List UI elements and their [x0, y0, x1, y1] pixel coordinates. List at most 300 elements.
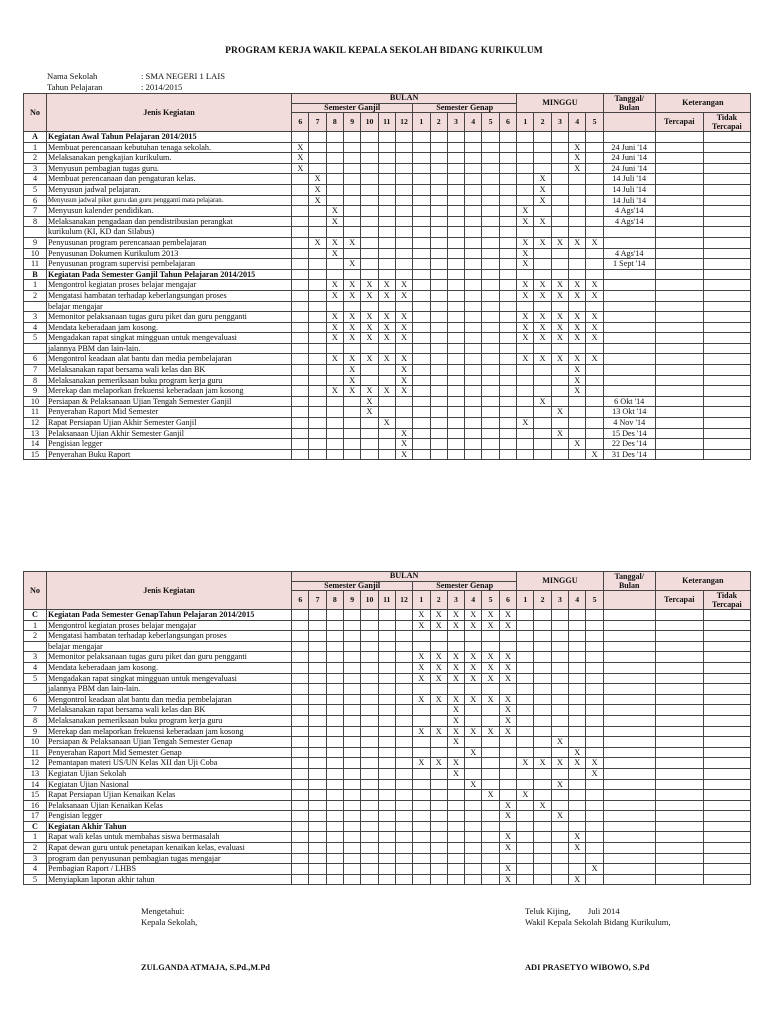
month-cell — [326, 641, 343, 652]
month-cell — [395, 652, 412, 663]
month-cell — [292, 821, 309, 832]
month-cell — [292, 620, 309, 631]
date-cell: 15 Des '14 — [603, 428, 655, 439]
month-header: 6 — [292, 113, 309, 132]
month-cell — [499, 312, 516, 323]
table-row — [24, 174, 751, 185]
month-cell — [309, 407, 326, 418]
activity-text: jalannya PBM dan lain-lain. — [47, 343, 292, 354]
week-cell: X — [586, 354, 603, 365]
month-cell — [361, 864, 378, 875]
week-cell — [569, 184, 586, 195]
tercapai-cell — [655, 641, 703, 652]
month-cell — [447, 853, 464, 864]
week-header: 4 — [569, 113, 586, 132]
tidak-tercapai-cell — [703, 354, 750, 365]
week-cell — [551, 343, 568, 354]
week-cell — [517, 843, 534, 854]
tercapai-cell — [655, 779, 703, 790]
month-cell — [430, 237, 447, 248]
week-header: 3 — [551, 591, 568, 610]
date-cell — [603, 354, 655, 365]
table-row — [24, 290, 751, 301]
month-cell — [292, 290, 309, 301]
tercapai-cell — [655, 620, 703, 631]
activity-text: Kegiatan Awal Tahun Pelajaran 2014/2015 — [47, 132, 292, 143]
week-cell: X — [586, 237, 603, 248]
school-name-row — [47, 71, 225, 81]
week-cell — [569, 673, 586, 684]
date-cell — [603, 705, 655, 716]
month-cell: X — [378, 333, 395, 344]
activity-text: Kegiatan Pada Semester Ganjil Tahun Pelajaran 2014/2015 — [47, 269, 292, 280]
month-cell: X — [378, 322, 395, 333]
week-cell: X — [517, 216, 534, 227]
month-cell — [482, 163, 499, 174]
month-cell — [309, 227, 326, 238]
month-cell — [361, 418, 378, 429]
week-cell — [534, 641, 551, 652]
month-cell — [361, 428, 378, 439]
activity-text: Mengatasi hambatan terhadap keberlangsungan proses — [47, 290, 292, 301]
month-cell — [378, 694, 395, 705]
month-cell — [499, 354, 516, 365]
week-cell — [534, 694, 551, 705]
month-cell: X — [499, 694, 516, 705]
week-cell — [517, 853, 534, 864]
week-cell — [517, 195, 534, 206]
month-cell: X — [413, 758, 430, 769]
month-cell — [430, 631, 447, 642]
week-cell — [586, 673, 603, 684]
week-cell: X — [586, 449, 603, 460]
month-cell — [361, 652, 378, 663]
month-cell — [430, 174, 447, 185]
week-cell — [551, 142, 568, 153]
month-cell — [465, 142, 482, 153]
month-cell — [309, 333, 326, 344]
month-cell — [292, 705, 309, 716]
month-cell — [344, 301, 361, 312]
month-cell: X — [344, 237, 361, 248]
month-cell: X — [447, 715, 464, 726]
month-cell — [361, 174, 378, 185]
tidak-tercapai-cell — [703, 790, 750, 801]
month-cell — [326, 747, 343, 758]
month-cell — [395, 248, 412, 259]
week-cell — [569, 705, 586, 716]
row-number: 1 — [24, 142, 47, 153]
week-cell — [517, 694, 534, 705]
row-number: 9 — [24, 726, 47, 737]
tidak-tercapai-cell — [703, 365, 750, 376]
activity-text: Penyusunan program supervisi pembelajaran — [47, 259, 292, 270]
month-cell — [344, 790, 361, 801]
vice-principal-title: Wakil Kepala Sekolah Bidang Kurikulum, — [525, 917, 671, 927]
month-cell: X — [344, 280, 361, 291]
table-row — [24, 227, 751, 238]
activity-text: Penyerahan Raport Mid Semester Genap — [47, 747, 292, 758]
month-cell — [344, 684, 361, 695]
month-cell — [430, 428, 447, 439]
month-cell — [482, 375, 499, 386]
month-cell — [361, 747, 378, 758]
month-cell — [499, 174, 516, 185]
month-cell: X — [395, 375, 412, 386]
month-cell — [326, 301, 343, 312]
month-header: 1 — [413, 591, 430, 610]
week-cell — [517, 449, 534, 460]
month-cell — [499, 365, 516, 376]
school-name-label: Nama Sekolah — [47, 71, 98, 81]
row-number — [24, 227, 47, 238]
date-cell — [603, 821, 655, 832]
week-cell — [569, 428, 586, 439]
month-cell — [309, 821, 326, 832]
activity-text: Kegiatan Ujian Sekolah — [47, 768, 292, 779]
table-row — [24, 365, 751, 376]
week-cell: X — [517, 206, 534, 217]
row-number: 11 — [24, 407, 47, 418]
week-cell — [569, 694, 586, 705]
week-cell: X — [569, 874, 586, 885]
month-cell — [395, 843, 412, 854]
header-keterangan: Keterangan — [655, 94, 750, 113]
activity-text: Rapat Persiapan Ujian Akhir Semester Ganjil — [47, 418, 292, 429]
month-cell — [465, 811, 482, 822]
month-cell — [326, 375, 343, 386]
month-cell — [378, 641, 395, 652]
month-cell — [430, 142, 447, 153]
date-cell — [603, 343, 655, 354]
week-cell — [517, 343, 534, 354]
month-cell — [395, 610, 412, 621]
month-cell — [465, 790, 482, 801]
week-cell: X — [586, 290, 603, 301]
month-cell — [482, 174, 499, 185]
row-number: 11 — [24, 259, 47, 270]
month-cell — [395, 821, 412, 832]
month-cell: X — [326, 322, 343, 333]
month-cell: X — [465, 652, 482, 663]
week-cell: X — [569, 333, 586, 344]
month-cell: X — [378, 418, 395, 429]
month-cell — [430, 312, 447, 323]
week-cell — [551, 206, 568, 217]
week-header: 5 — [586, 591, 603, 610]
month-cell — [430, 301, 447, 312]
month-cell — [344, 407, 361, 418]
month-cell — [344, 418, 361, 429]
row-number: 11 — [24, 747, 47, 758]
month-cell — [309, 290, 326, 301]
table-row — [24, 195, 751, 206]
week-cell — [586, 132, 603, 143]
month-cell: X — [361, 322, 378, 333]
month-cell — [395, 631, 412, 642]
month-cell — [361, 259, 378, 270]
month-cell — [395, 673, 412, 684]
week-cell — [586, 184, 603, 195]
row-number: 4 — [24, 322, 47, 333]
acknowledged-label: Mengetahui: — [141, 906, 185, 916]
tidak-tercapai-cell — [703, 195, 750, 206]
month-cell — [326, 184, 343, 195]
tidak-tercapai-cell — [703, 737, 750, 748]
month-cell — [378, 610, 395, 621]
month-cell — [378, 343, 395, 354]
month-cell — [447, 333, 464, 344]
month-cell: X — [447, 652, 464, 663]
month-cell: X — [344, 354, 361, 365]
month-cell — [378, 439, 395, 450]
tercapai-cell — [655, 449, 703, 460]
month-cell — [309, 163, 326, 174]
month-cell — [482, 259, 499, 270]
week-cell — [569, 216, 586, 227]
month-cell — [361, 301, 378, 312]
month-cell — [326, 269, 343, 280]
row-number: 8 — [24, 216, 47, 227]
month-cell — [482, 153, 499, 164]
month-cell — [413, 832, 430, 843]
date-cell: 24 Juni '14 — [603, 163, 655, 174]
week-cell — [551, 662, 568, 673]
month-cell — [344, 227, 361, 238]
row-number: 17 — [24, 811, 47, 822]
month-cell — [292, 790, 309, 801]
month-cell — [413, 354, 430, 365]
month-cell — [447, 290, 464, 301]
activity-text: Membuat perencanaan dan pengaturan kelas. — [47, 174, 292, 185]
month-cell — [378, 800, 395, 811]
week-cell — [534, 853, 551, 864]
tidak-tercapai-cell — [703, 800, 750, 811]
week-cell — [551, 641, 568, 652]
month-cell — [447, 365, 464, 376]
month-cell: X — [326, 386, 343, 397]
week-cell: X — [551, 758, 568, 769]
month-cell — [499, 747, 516, 758]
month-cell — [465, 322, 482, 333]
month-cell — [413, 874, 430, 885]
table-row — [24, 673, 751, 684]
activity-text: Mengontrol keadaan alat bantu dan media pembelajaran — [47, 694, 292, 705]
week-cell — [534, 428, 551, 439]
month-cell — [292, 662, 309, 673]
month-cell — [292, 280, 309, 291]
month-cell — [413, 259, 430, 270]
month-header: 2 — [430, 113, 447, 132]
month-cell — [447, 206, 464, 217]
month-cell — [292, 853, 309, 864]
month-cell — [361, 874, 378, 885]
tercapai-cell — [655, 832, 703, 843]
month-cell — [395, 811, 412, 822]
month-cell — [413, 142, 430, 153]
month-cell — [413, 821, 430, 832]
month-cell — [326, 343, 343, 354]
activity-text: belajar mengajar — [47, 641, 292, 652]
month-cell: X — [430, 652, 447, 663]
month-cell — [378, 747, 395, 758]
month-cell — [378, 811, 395, 822]
month-cell — [499, 737, 516, 748]
week-cell: X — [551, 290, 568, 301]
month-cell — [465, 864, 482, 875]
header-bulan: BULAN — [292, 94, 517, 104]
month-header: 6 — [292, 591, 309, 610]
week-cell: X — [569, 375, 586, 386]
month-cell — [499, 216, 516, 227]
tidak-tercapai-cell — [703, 280, 750, 291]
month-cell: X — [447, 726, 464, 737]
month-cell: X — [447, 694, 464, 705]
row-number: 1 — [24, 280, 47, 291]
month-cell — [413, 343, 430, 354]
activity-text: Pengisian legger — [47, 439, 292, 450]
month-cell — [309, 206, 326, 217]
document-title: PROGRAM KERJA WAKIL KEPALA SEKOLAH BIDANG KURIKULUM — [225, 46, 543, 56]
month-cell — [465, 874, 482, 885]
month-cell — [292, 269, 309, 280]
week-cell — [517, 396, 534, 407]
tercapai-cell — [655, 301, 703, 312]
month-cell — [378, 715, 395, 726]
row-number: 7 — [24, 365, 47, 376]
table-row — [24, 153, 751, 164]
week-cell — [586, 386, 603, 397]
tidak-tercapai-cell — [703, 269, 750, 280]
month-header: 1 — [413, 113, 430, 132]
activity-text: Melaksanakan rapat bersama wali kelas dan BK — [47, 365, 292, 376]
date-cell — [603, 641, 655, 652]
month-cell — [361, 821, 378, 832]
table-row — [24, 237, 751, 248]
month-cell — [413, 386, 430, 397]
week-cell — [569, 259, 586, 270]
month-cell — [309, 715, 326, 726]
section-row — [24, 610, 751, 621]
month-cell — [482, 715, 499, 726]
month-cell — [430, 705, 447, 716]
month-cell — [309, 694, 326, 705]
activity-text: Melaksanakan pemeriksaan buku program kerja guru — [47, 715, 292, 726]
week-cell — [586, 705, 603, 716]
month-cell — [482, 843, 499, 854]
week-cell: X — [534, 396, 551, 407]
month-header: 11 — [378, 591, 395, 610]
month-cell: X — [344, 375, 361, 386]
month-cell: X — [465, 610, 482, 621]
month-cell — [309, 631, 326, 642]
month-cell — [482, 864, 499, 875]
month-cell — [378, 790, 395, 801]
month-cell: X — [413, 662, 430, 673]
month-cell — [344, 662, 361, 673]
month-header: 12 — [395, 113, 412, 132]
month-cell: X — [361, 407, 378, 418]
month-cell — [395, 396, 412, 407]
month-cell — [413, 631, 430, 642]
month-cell — [292, 737, 309, 748]
week-cell — [517, 610, 534, 621]
school-name-value: : SMA NEGERI 1 LAIS — [141, 71, 226, 81]
week-cell — [586, 206, 603, 217]
week-cell — [586, 779, 603, 790]
table-row — [24, 343, 751, 354]
month-cell — [395, 407, 412, 418]
week-cell: X — [569, 386, 586, 397]
month-cell — [413, 248, 430, 259]
month-cell — [482, 853, 499, 864]
month-cell — [447, 631, 464, 642]
month-cell — [361, 768, 378, 779]
month-cell: X — [430, 662, 447, 673]
month-cell — [395, 206, 412, 217]
month-cell — [309, 418, 326, 429]
table-row — [24, 641, 751, 652]
month-cell — [292, 874, 309, 885]
tidak-tercapai-cell — [703, 874, 750, 885]
month-cell — [413, 301, 430, 312]
month-cell — [465, 259, 482, 270]
month-cell — [361, 641, 378, 652]
month-cell: X — [413, 620, 430, 631]
month-cell — [499, 290, 516, 301]
month-cell: X — [447, 705, 464, 716]
week-cell: X — [534, 333, 551, 344]
month-cell — [378, 726, 395, 737]
month-cell — [344, 428, 361, 439]
week-cell: X — [569, 365, 586, 376]
month-cell — [309, 843, 326, 854]
week-cell — [551, 174, 568, 185]
month-cell — [447, 259, 464, 270]
week-header: 2 — [534, 591, 551, 610]
month-cell — [447, 343, 464, 354]
tidak-tercapai-cell — [703, 248, 750, 259]
month-cell — [309, 779, 326, 790]
week-cell — [569, 800, 586, 811]
month-cell: X — [361, 312, 378, 323]
week-cell: X — [586, 768, 603, 779]
month-cell — [292, 396, 309, 407]
month-cell — [465, 832, 482, 843]
tercapai-cell — [655, 684, 703, 695]
month-cell — [499, 821, 516, 832]
header-tercapai: Tercapai — [655, 591, 703, 610]
tercapai-cell — [655, 705, 703, 716]
row-number: 10 — [24, 396, 47, 407]
tanggal-blank-header — [603, 591, 655, 610]
month-cell — [465, 715, 482, 726]
date-cell: 22 Des '14 — [603, 439, 655, 450]
activity-text: Memonitor pelaksanaan tugas guru piket dan guru pengganti — [47, 652, 292, 663]
table-row — [24, 333, 751, 344]
month-cell: X — [326, 206, 343, 217]
tercapai-cell — [655, 853, 703, 864]
week-cell — [586, 715, 603, 726]
month-cell — [499, 237, 516, 248]
week-cell — [586, 853, 603, 864]
month-cell — [378, 737, 395, 748]
tercapai-cell — [655, 142, 703, 153]
row-number: 1 — [24, 620, 47, 631]
row-number: 2 — [24, 290, 47, 301]
month-cell — [309, 768, 326, 779]
month-cell — [447, 248, 464, 259]
